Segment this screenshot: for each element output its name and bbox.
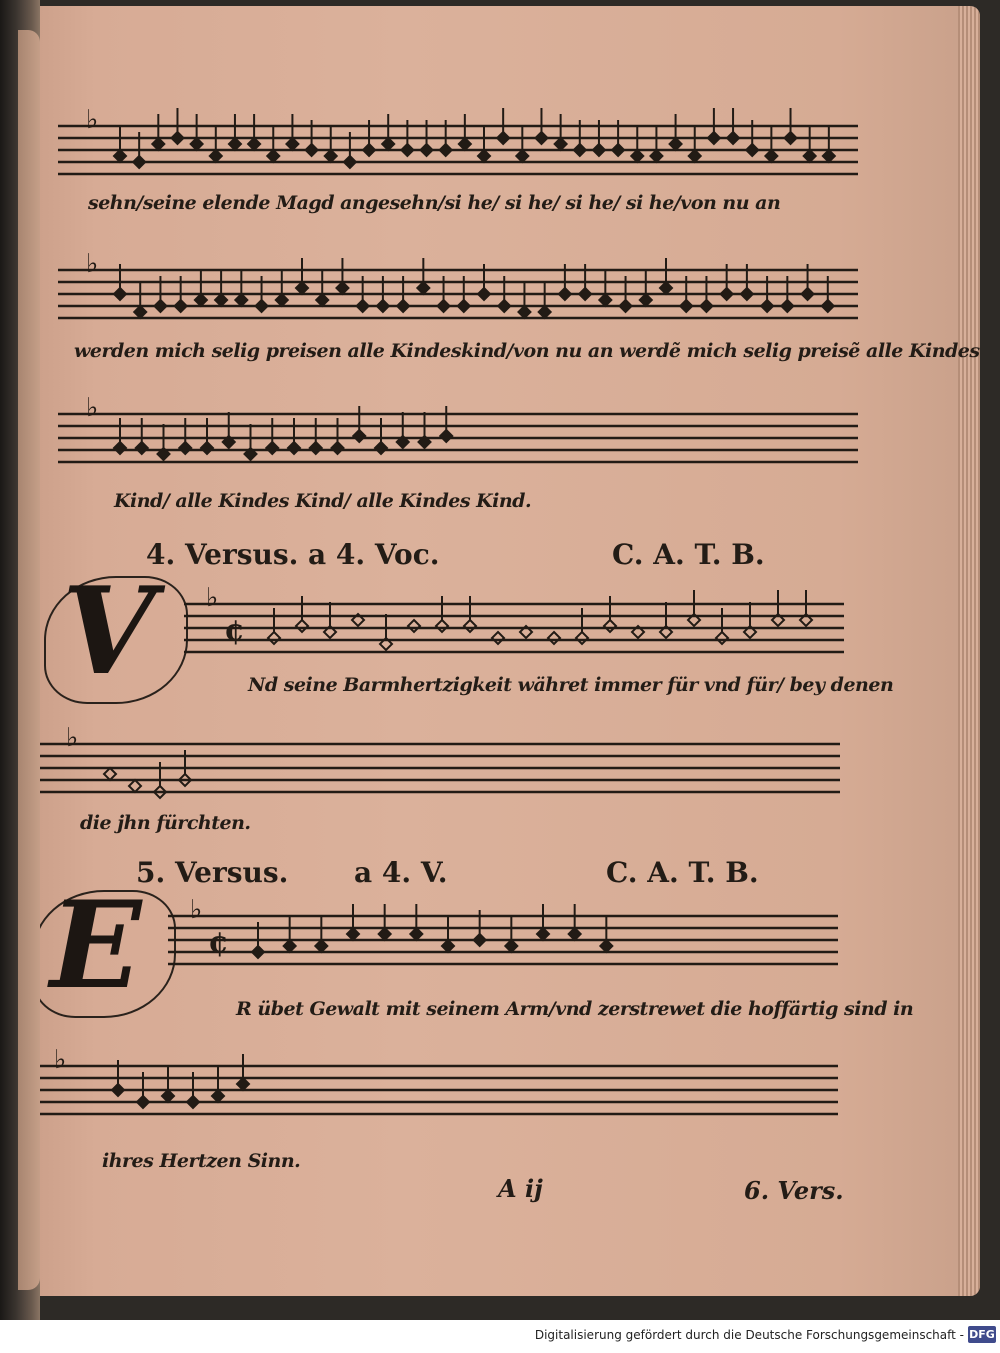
music-staff bbox=[168, 888, 858, 978]
note-head bbox=[421, 144, 433, 156]
note-head bbox=[276, 294, 288, 306]
book-binding-edge bbox=[18, 30, 40, 1290]
note-head bbox=[306, 144, 318, 156]
svg-text:♭: ♭ bbox=[54, 1045, 67, 1075]
note-head bbox=[518, 306, 530, 318]
note-head bbox=[191, 138, 203, 150]
note-head bbox=[104, 768, 116, 780]
svg-text:♭: ♭ bbox=[190, 895, 203, 925]
note-head bbox=[823, 150, 835, 162]
music-staff bbox=[58, 98, 888, 188]
note-head bbox=[498, 300, 510, 312]
note-head bbox=[559, 288, 571, 300]
note-head bbox=[237, 1078, 249, 1090]
note-head bbox=[136, 442, 148, 454]
note-head bbox=[137, 1096, 149, 1108]
note-head bbox=[579, 288, 591, 300]
verse-4-lyrics-line-2: die jhn fürchten. bbox=[80, 812, 251, 834]
note-head bbox=[397, 300, 409, 312]
music-staff bbox=[58, 386, 888, 476]
note-head bbox=[357, 300, 369, 312]
note-head bbox=[363, 144, 375, 156]
note-head bbox=[114, 288, 126, 300]
lyrics-line-3: Kind/ alle Kindes Kind/ alle Kindes Kind. bbox=[114, 490, 532, 512]
note-head bbox=[548, 632, 560, 644]
svg-text:¢: ¢ bbox=[224, 613, 245, 648]
note-head bbox=[670, 138, 682, 150]
note-head bbox=[152, 138, 164, 150]
note-head bbox=[114, 442, 126, 454]
note-head bbox=[539, 306, 551, 318]
music-staff bbox=[40, 716, 860, 806]
note-head bbox=[332, 442, 344, 454]
note-head bbox=[310, 442, 322, 454]
note-head bbox=[296, 620, 308, 632]
staff-lines-6 bbox=[168, 888, 858, 978]
music-staff bbox=[58, 242, 888, 332]
note-head bbox=[459, 138, 471, 150]
note-head bbox=[229, 138, 241, 150]
note-head bbox=[417, 282, 429, 294]
note-head bbox=[604, 620, 616, 632]
note-head bbox=[765, 150, 777, 162]
signature-mark: A ij bbox=[498, 1174, 543, 1203]
note-head bbox=[284, 940, 296, 952]
note-head bbox=[569, 928, 581, 940]
note-head bbox=[353, 430, 365, 442]
note-head bbox=[640, 294, 652, 306]
note-head bbox=[497, 132, 509, 144]
note-head bbox=[708, 132, 720, 144]
note-head bbox=[114, 150, 126, 162]
note-head bbox=[286, 138, 298, 150]
note-head bbox=[252, 946, 264, 958]
note-head bbox=[600, 940, 612, 952]
note-head bbox=[134, 306, 146, 318]
svg-text:♭: ♭ bbox=[86, 393, 99, 423]
note-head bbox=[593, 144, 605, 156]
note-head bbox=[210, 150, 222, 162]
note-head bbox=[599, 294, 611, 306]
note-head bbox=[680, 300, 692, 312]
note-head bbox=[660, 282, 672, 294]
lyrics-line-2: werden mich selig preisen alle Kindeskind/von nu an werdẽ mich selig preisẽ alle Kindes bbox=[74, 340, 980, 362]
note-head bbox=[235, 294, 247, 306]
note-head bbox=[741, 288, 753, 300]
note-head bbox=[505, 940, 517, 952]
note-head bbox=[555, 138, 567, 150]
staff-lines-2 bbox=[58, 242, 888, 332]
note-head bbox=[256, 300, 268, 312]
note-head bbox=[129, 780, 141, 792]
note-head bbox=[804, 150, 816, 162]
verse-5-voices: a 4. V. bbox=[354, 856, 448, 889]
note-head bbox=[716, 632, 728, 644]
svg-text:♭: ♭ bbox=[66, 723, 79, 753]
staff-lines-7 bbox=[28, 1036, 858, 1136]
note-head bbox=[612, 144, 624, 156]
note-head bbox=[458, 300, 470, 312]
credit-text: Digitalisierung gefördert durch die Deutsche Forschungsgemeinschaft - bbox=[534, 1328, 964, 1342]
note-head bbox=[781, 300, 793, 312]
note-head bbox=[761, 300, 773, 312]
note-head bbox=[112, 1084, 124, 1096]
note-head bbox=[179, 442, 191, 454]
verse-4-voices: a 4. Voc. bbox=[308, 538, 440, 571]
note-head bbox=[516, 150, 528, 162]
note-head bbox=[438, 300, 450, 312]
note-head bbox=[689, 150, 701, 162]
decorated-initial-v: V bbox=[62, 561, 156, 702]
note-head bbox=[802, 288, 814, 300]
note-head bbox=[212, 1090, 224, 1102]
staff-lines-5 bbox=[40, 716, 860, 806]
note-head bbox=[195, 294, 207, 306]
note-head bbox=[266, 442, 278, 454]
verse-4-parts: C. A. T. B. bbox=[612, 538, 765, 571]
music-staff bbox=[184, 576, 864, 666]
note-head bbox=[347, 928, 359, 940]
svg-text:¢: ¢ bbox=[208, 925, 229, 960]
catchword: 6. Vers. bbox=[744, 1176, 844, 1205]
note-head bbox=[375, 442, 387, 454]
page-edges bbox=[958, 6, 980, 1296]
note-head bbox=[478, 288, 490, 300]
verse-4-number: 4. Versus. bbox=[146, 538, 299, 571]
svg-text:♭: ♭ bbox=[86, 249, 99, 279]
note-head bbox=[325, 150, 337, 162]
verse-5-parts: C. A. T. B. bbox=[606, 856, 759, 889]
note-head bbox=[576, 632, 588, 644]
note-head bbox=[175, 300, 187, 312]
note-head bbox=[436, 620, 448, 632]
note-head bbox=[721, 288, 733, 300]
note-head bbox=[785, 132, 797, 144]
note-head bbox=[700, 300, 712, 312]
note-head bbox=[171, 132, 183, 144]
note-head bbox=[478, 150, 490, 162]
note-head bbox=[133, 156, 145, 168]
note-head bbox=[650, 150, 662, 162]
note-head bbox=[379, 928, 391, 940]
note-head bbox=[440, 430, 452, 442]
note-head bbox=[344, 156, 356, 168]
note-head bbox=[464, 620, 476, 632]
note-head bbox=[537, 928, 549, 940]
book-page bbox=[18, 6, 980, 1296]
note-head bbox=[162, 1090, 174, 1102]
note-head bbox=[336, 282, 348, 294]
note-head bbox=[822, 300, 834, 312]
note-head bbox=[215, 294, 227, 306]
note-head bbox=[267, 150, 279, 162]
svg-text:♭: ♭ bbox=[86, 105, 99, 135]
note-head bbox=[408, 620, 420, 632]
note-head bbox=[187, 1096, 199, 1108]
note-head bbox=[315, 940, 327, 952]
note-head bbox=[377, 300, 389, 312]
note-head bbox=[492, 632, 504, 644]
verse-5-number: 5. Versus. bbox=[136, 856, 289, 889]
note-head bbox=[316, 294, 328, 306]
staff-lines-3 bbox=[58, 386, 888, 476]
credit-bar bbox=[0, 1320, 1000, 1353]
note-head bbox=[746, 144, 758, 156]
note-head bbox=[296, 282, 308, 294]
staff-lines-1 bbox=[58, 98, 888, 188]
note-head bbox=[442, 940, 454, 952]
note-head bbox=[248, 138, 260, 150]
note-head bbox=[574, 144, 586, 156]
note-head bbox=[620, 300, 632, 312]
note-head bbox=[382, 138, 394, 150]
svg-text:♭: ♭ bbox=[206, 583, 219, 613]
note-head bbox=[201, 442, 213, 454]
note-head bbox=[410, 928, 422, 940]
staff-lines-4 bbox=[184, 576, 864, 666]
dfg-logo-icon: DFG bbox=[969, 1328, 995, 1341]
note-head bbox=[727, 132, 739, 144]
note-head bbox=[288, 442, 300, 454]
verse-5-lyrics-line-1: R übet Gewalt mit seinem Arm/vnd zerstrewet die hoffärtig sind in bbox=[236, 998, 914, 1020]
note-head bbox=[631, 150, 643, 162]
note-head bbox=[474, 934, 486, 946]
decorated-initial-e: E bbox=[50, 875, 142, 1016]
note-head bbox=[535, 132, 547, 144]
music-staff bbox=[28, 1036, 858, 1136]
verse-4-lyrics-line-1: Nd seine Barmhertzigkeit währet immer für vnd für/ bey denen bbox=[248, 674, 894, 696]
note-head bbox=[440, 144, 452, 156]
verse-5-lyrics-line-2: ihres Hertzen Sinn. bbox=[102, 1150, 301, 1172]
note-head bbox=[268, 632, 280, 644]
lyrics-line-1: sehn/seine elende Magd angesehn/si he/ si he/ si he/ si he/von nu an bbox=[88, 192, 781, 214]
note-head bbox=[401, 144, 413, 156]
note-head bbox=[154, 300, 166, 312]
